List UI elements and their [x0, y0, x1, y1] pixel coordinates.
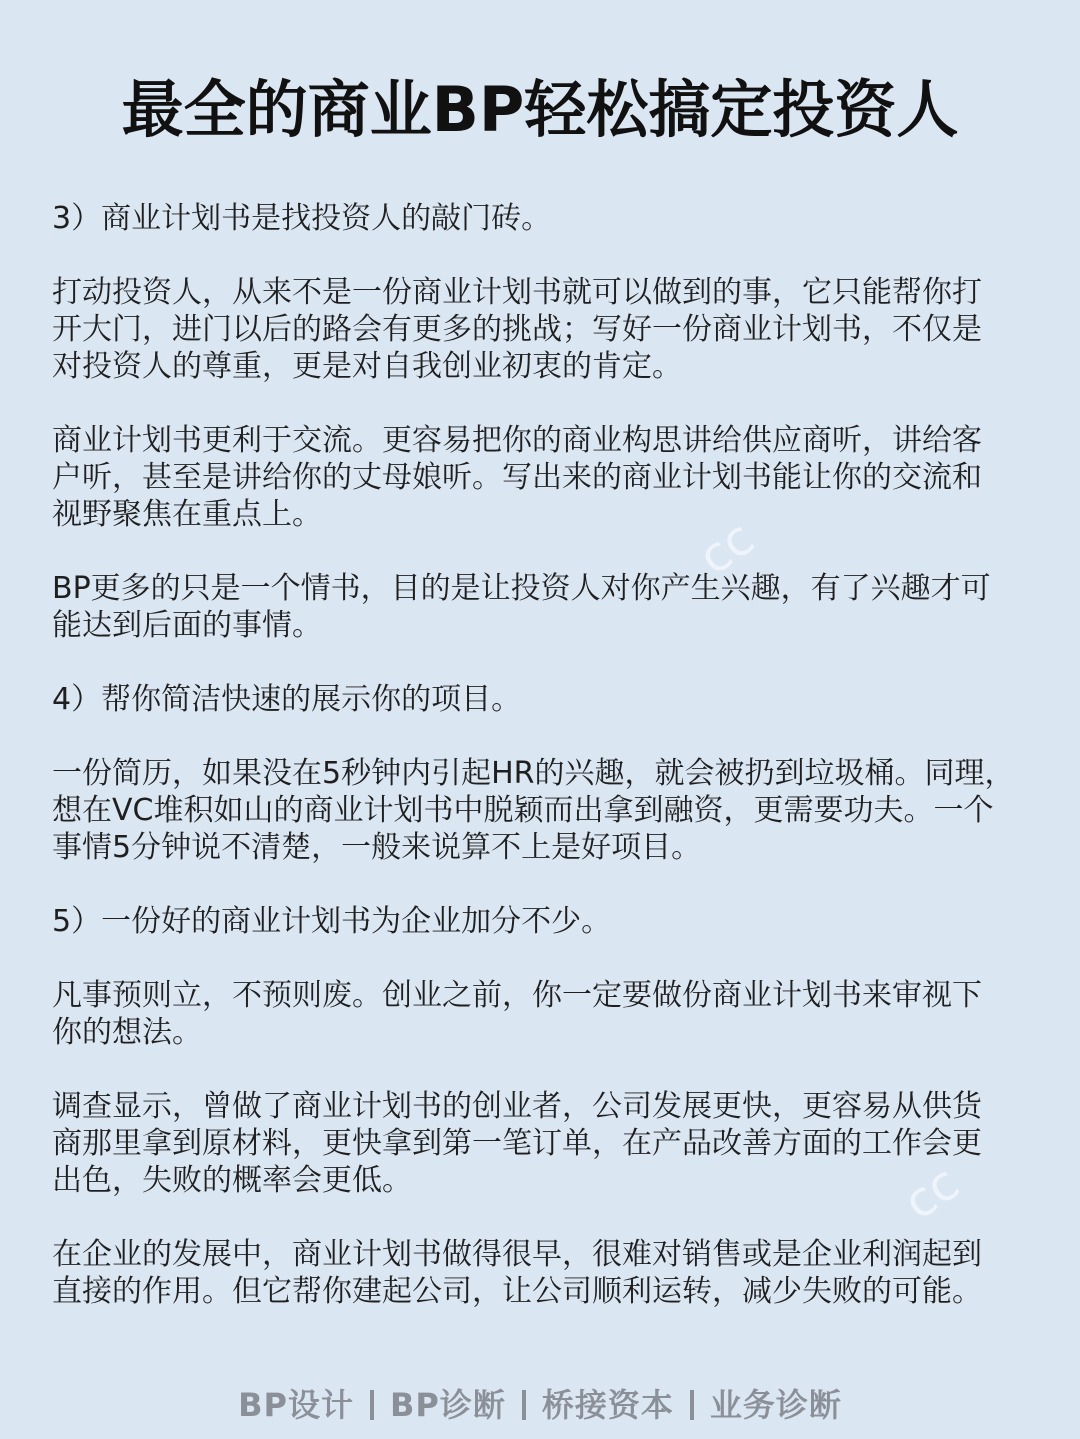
footer-separator — [522, 1390, 526, 1420]
paragraph — [52, 755, 1032, 866]
footer-tag-bp-diagnosis: BP诊断 — [389, 1386, 506, 1424]
footer-tag-business-diagnosis: 业务诊断 — [709, 1386, 842, 1424]
paragraph-line: 3）商业计划书是找投资人的敲门砖。 — [52, 201, 552, 236]
paragraph-line: 能达到后面的事情。 — [52, 608, 322, 643]
paragraph-line: 对投资人的尊重，更是对自我创业初衷的肯定。 — [52, 349, 682, 384]
paragraph-line: 事情5分钟说不清楚，一般来说算不上是好项目。 — [52, 830, 702, 865]
paragraph — [52, 274, 1032, 385]
footer-separator — [370, 1390, 374, 1420]
paragraph — [52, 200, 1032, 237]
paragraph-line: 想在VC堆积如山的商业计划书中脱颖而出拿到融资，更需要功夫。一个 — [52, 793, 994, 828]
paragraph-line: 在企业的发展中，商业计划书做得很早，很难对销售或是企业利润起到 — [52, 1237, 982, 1272]
paragraph — [52, 422, 1032, 533]
paragraph-line: 直接的作用。但它帮你建起公司，让公司顺利运转，减少失败的可能。 — [52, 1274, 982, 1309]
paragraph — [52, 681, 1032, 718]
page-title: 最全的商业BP轻松搞定投资人 — [121, 73, 959, 146]
paragraph-line: 出色，失败的概率会更低。 — [52, 1163, 412, 1198]
watermark: cc — [893, 1154, 970, 1232]
article-body — [52, 200, 1032, 1347]
paragraph-line: 商业计划书更利于交流。更容易把你的商业构思讲给供应商听，讲给客 — [52, 423, 982, 458]
paragraph — [52, 903, 1032, 940]
paragraph-line: BP更多的只是一个情书，目的是让投资人对你产生兴趣，有了兴趣才可 — [52, 571, 991, 606]
paragraph-line: 5）一份好的商业计划书为企业加分不少。 — [52, 904, 612, 939]
paragraph — [52, 977, 1032, 1051]
paragraph-line: 打动投资人，从来不是一份商业计划书就可以做到的事，它只能帮你打 — [52, 275, 982, 310]
footer-tag-bp-design: BP设计 — [238, 1386, 354, 1424]
footer-tags — [0, 1380, 1080, 1426]
paragraph-line: 户听，甚至是讲给你的丈母娘听。写出来的商业计划书能让你的交流和 — [52, 460, 982, 495]
paragraph-line: 调查显示，曾做了商业计划书的创业者，公司发展更快，更容易从供货 — [52, 1089, 982, 1124]
paragraph — [52, 570, 1032, 644]
paragraph — [52, 1088, 1032, 1199]
paragraph-line: 开大门，进门以后的路会有更多的挑战；写好一份商业计划书，不仅是 — [52, 312, 982, 347]
paragraph-line: 凡事预则立，不预则废。创业之前，你一定要做份商业计划书来审视下 — [52, 978, 982, 1013]
footer-separator — [690, 1390, 694, 1420]
paragraph-line: 你的想法。 — [52, 1015, 202, 1050]
paragraph — [52, 1236, 1032, 1310]
paragraph-line: 一份简历，如果没在5秒钟内引起HR的兴趣，就会被扔到垃圾桶。同理， — [52, 756, 1015, 791]
paragraph-line: 4）帮你简洁快速的展示你的项目。 — [52, 682, 522, 717]
footer-tag-bridge-capital: 桥接资本 — [541, 1386, 674, 1424]
watermark: cc — [688, 509, 765, 587]
paragraph-line: 视野聚焦在重点上。 — [52, 497, 322, 532]
paragraph-line: 商那里拿到原材料，更快拿到第一笔订单，在产品改善方面的工作会更 — [52, 1126, 982, 1161]
